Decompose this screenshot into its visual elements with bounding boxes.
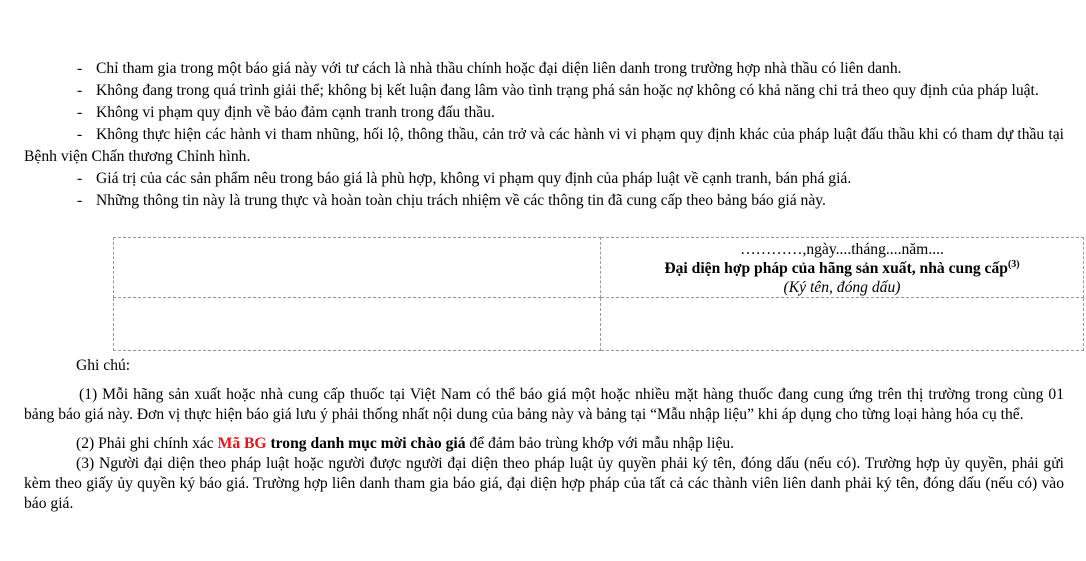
- signature-table-empty-cell: [114, 238, 601, 298]
- signature-table: [113, 237, 1084, 351]
- commitment-text: Không đang trong quá trình giải thể; không bị kết luận đang lâm vào tình trạng phá sản hoặc nợ không có khả năng chi trả theo quy định của pháp luật.: [96, 82, 1039, 99]
- note-2-bold-text: trong danh mục mời chào giá: [266, 435, 466, 452]
- bullet-dash: -: [77, 60, 83, 77]
- bullet-dash: -: [77, 126, 83, 143]
- signature-block: [601, 238, 1084, 298]
- note-1: (1) Mỗi hãng sản xuất hoặc nhà cung cấp thuốc tại Việt Nam có thể báo giá một hoặc nhiều mặt hàng thuốc đang cung ứng trên thị trường trong cùng 01 bảng báo giá này. Đơn vị thực hiện báo giá lưu ý phải thống nhất nội dung của bảng này và bảng tại “Mẫu nhập liệu” khi áp dụng cho từng loại hàng hóa cụ thể.: [24, 386, 1064, 423]
- note-2: [24, 434, 1064, 454]
- signature-table-empty-cell: [114, 298, 601, 351]
- bullet-dash: -: [77, 82, 83, 99]
- note-2-code-highlight: Mã BG: [217, 435, 267, 452]
- signature-title-footnote: (3): [1007, 258, 1020, 270]
- commitment-item: [24, 80, 1064, 102]
- signature-title: [601, 259, 1083, 278]
- commitment-item: [24, 102, 1064, 124]
- note-3: (3) Người đại diện theo pháp luật hoặc người được người đại diện theo pháp luật ủy quyền phải ký tên, đóng dấu (nếu có). Trường hợp ủy quyền, phải gửi kèm theo giấy ủy quyền ký báo giá. Trường hợp liên danh tham gia báo giá, đại diện hợp pháp của tất cả các thành viên liên danh phải ký tên, đóng dấu (nếu có) vào báo giá.: [24, 455, 1064, 512]
- commitment-item: [24, 124, 1064, 168]
- commitment-text: Không thực hiện các hành vi tham nhũng, hối lộ, thông thầu, cản trở và các hành vi vi phạm quy định khác của pháp luật đấu thầu khi có tham dự thầu tại Bệnh viện Chấn thương Chỉnh hình.: [24, 126, 1064, 165]
- commitment-text: Giá trị của các sản phẩm nêu trong báo giá là phù hợp, không vi phạm quy định của pháp luật về cạnh tranh, bán phá giá.: [96, 170, 852, 187]
- commitment-text: Không vi phạm quy định về bảo đảm cạnh tranh trong đấu thầu.: [96, 104, 495, 121]
- notes-section: [24, 355, 1064, 514]
- bullet-dash: -: [77, 192, 83, 209]
- commitment-item: [24, 168, 1064, 190]
- notes-label: Ghi chú:: [76, 357, 131, 374]
- signature-area: [601, 298, 1084, 351]
- bullet-dash: -: [77, 104, 83, 121]
- note-2-suffix: để đảm bảo trùng khớp với mẫu nhập liệu.: [465, 435, 735, 452]
- commitment-item: [24, 58, 1064, 80]
- signature-date-line: …………,ngày....tháng....năm....: [740, 241, 944, 258]
- note-2-prefix: (2) Phải ghi chính xác: [76, 435, 218, 452]
- signature-title-text: Đại diện hợp pháp của hãng sản xuất, nhà cung cấp: [664, 260, 1008, 277]
- commitment-text: Chỉ tham gia trong một báo giá này với tư cách là nhà thầu chính hoặc đại diện liên danh trong trường hợp nhà thầu có liên danh.: [96, 60, 902, 77]
- commitment-text: Những thông tin này là trung thực và hoàn toàn chịu trách nhiệm về các thông tin đã cung cấp theo bảng báo giá này.: [96, 192, 826, 209]
- commitment-item: [24, 190, 1064, 212]
- bullet-dash: -: [77, 170, 83, 187]
- commitment-list: [24, 58, 1064, 212]
- signature-instruction: (Ký tên, đóng dấu): [783, 279, 901, 296]
